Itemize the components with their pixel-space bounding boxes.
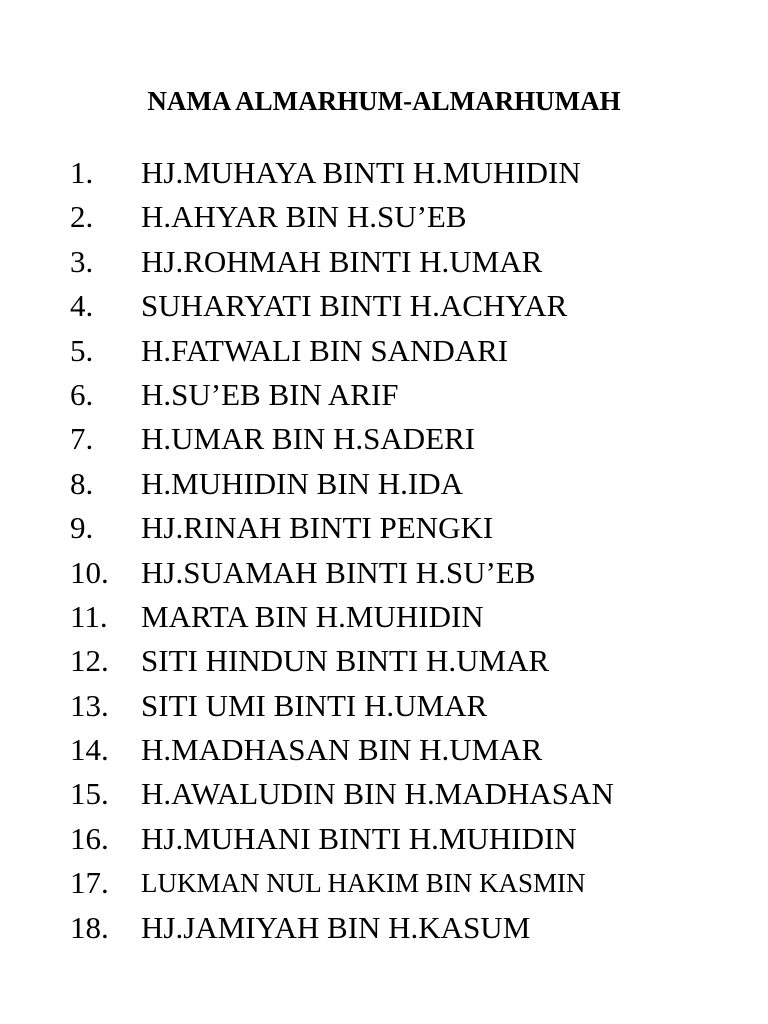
list-item	[0, 686, 768, 730]
item-name: HJ.MUHAYA BINTI H.MUHIDIN	[141, 155, 581, 190]
list-item	[0, 197, 768, 241]
item-name: H.MADHASAN BIN H.UMAR	[141, 732, 543, 768]
item-number: 1.	[70, 155, 94, 190]
list-item	[0, 863, 768, 907]
item-number: 17.	[70, 865, 109, 901]
item-number: 11.	[70, 598, 108, 634]
item-number: 6.	[70, 376, 94, 412]
item-number: 2.	[70, 199, 94, 235]
item-number: 10.	[70, 554, 109, 590]
item-number: 7.	[70, 421, 94, 457]
item-name: H.AHYAR BIN H.SU’EB	[141, 199, 467, 235]
item-name: HJ.JAMIYAH BIN H.KASUM	[141, 909, 531, 945]
list-item	[0, 375, 768, 419]
item-name: LUKMAN NUL HAKIM BIN KASMIN	[141, 868, 586, 899]
name-list	[0, 153, 768, 952]
list-item	[0, 730, 768, 774]
item-number: 18.	[70, 909, 109, 945]
item-name: SITI UMI BINTI H.UMAR	[141, 687, 488, 723]
item-name: SITI HINDUN BINTI H.UMAR	[141, 643, 550, 679]
item-number: 13.	[70, 687, 109, 723]
list-item	[0, 331, 768, 375]
list-item	[0, 419, 768, 463]
item-number: 3.	[70, 243, 94, 279]
item-name: H.FATWALI BIN SANDARI	[141, 332, 509, 368]
item-name: H.AWALUDIN BIN H.MADHASAN	[141, 776, 614, 812]
list-item	[0, 153, 768, 197]
list-item	[0, 774, 768, 818]
list-item	[0, 597, 768, 641]
item-name: MARTA BIN H.MUHIDIN	[141, 598, 484, 634]
item-number: 4.	[70, 288, 94, 324]
item-name: HJ.SUAMAH BINTI H.SU’EB	[141, 554, 536, 590]
item-name: HJ.MUHANI BINTI H.MUHIDIN	[141, 820, 577, 856]
document-title: NAMA ALMARHUM-ALMARHUMAH	[147, 86, 621, 116]
item-name: HJ.ROHMAH BINTI H.UMAR	[141, 243, 543, 279]
list-item	[0, 641, 768, 685]
item-name: HJ.RINAH BINTI PENGKI	[141, 510, 494, 546]
item-number: 5.	[70, 332, 94, 368]
item-number: 15.	[70, 776, 109, 812]
list-item	[0, 286, 768, 330]
item-number: 9.	[70, 510, 94, 546]
list-item	[0, 508, 768, 552]
item-number: 8.	[70, 465, 94, 501]
list-item	[0, 819, 768, 863]
item-name: SUHARYATI BINTI H.ACHYAR	[141, 288, 568, 324]
item-name: H.MUHIDIN BIN H.IDA	[141, 465, 464, 501]
item-number: 16.	[70, 820, 109, 856]
item-number: 14.	[70, 732, 109, 768]
list-item	[0, 464, 768, 508]
item-name: H.SU’EB BIN ARIF	[141, 376, 399, 412]
item-number: 12.	[70, 643, 109, 679]
list-item	[0, 908, 768, 952]
list-item	[0, 553, 768, 597]
item-name: H.UMAR BIN H.SADERI	[141, 421, 476, 457]
list-item	[0, 242, 768, 286]
